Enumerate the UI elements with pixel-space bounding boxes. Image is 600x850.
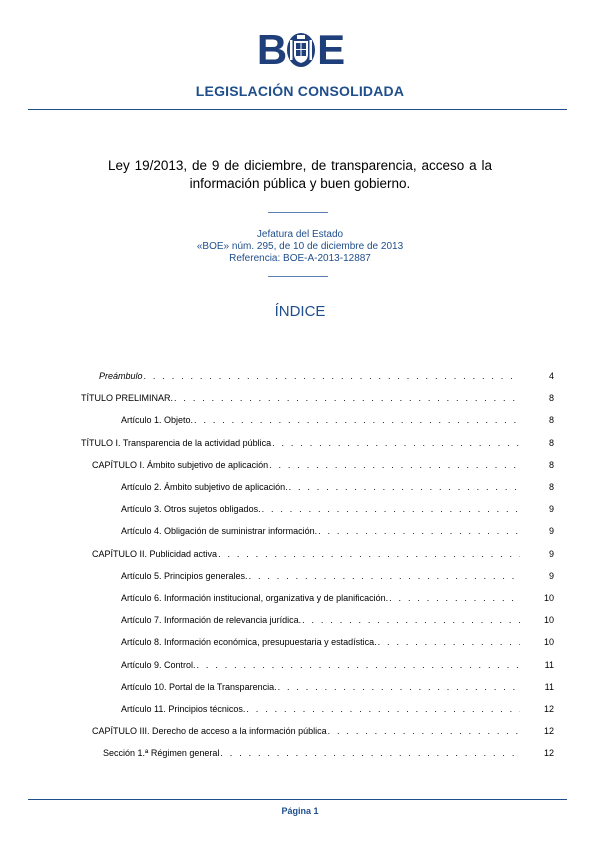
toc-entry[interactable]: [121, 702, 554, 716]
toc-leader-dots: [278, 680, 520, 694]
toc-entry-page: 4: [548, 371, 554, 381]
toc-entry[interactable]: [121, 524, 554, 538]
toc-entry-page: 8: [548, 415, 554, 426]
toc-entry[interactable]: [121, 569, 554, 583]
toc-entry-label: CAPÍTULO I. Ámbito subjetivo de aplicación: [92, 459, 269, 470]
toc-entry[interactable]: [103, 746, 554, 760]
issuer: Jefatura del Estado: [256, 229, 344, 240]
toc-leader-dots: [269, 458, 520, 472]
toc-entry-label: Artículo 11. Principios técnicos.: [121, 704, 246, 714]
toc-leader-dots: [197, 658, 520, 672]
reference: Referencia: BOE-A-2013-12887: [229, 253, 371, 264]
header-title: LEGISLACIÓN CONSOLIDADA: [195, 83, 405, 99]
toc-entry-page: 8: [548, 482, 554, 492]
toc-entry-label: Artículo 1. Objeto.: [121, 415, 194, 426]
divider-bottom: [268, 276, 328, 277]
toc-leader-dots: [289, 480, 520, 494]
toc-entry-page: 8: [548, 459, 554, 470]
toc-entry[interactable]: [121, 635, 554, 649]
logo-letter-e: E: [317, 26, 344, 73]
toc-entry-page: 9: [548, 526, 554, 537]
document-title: Ley 19/2013, de 9 de diciembre, de transparencia, acceso a la información pública y buen gobierno.: [108, 158, 492, 191]
toc-entry-label: Preámbulo: [99, 371, 143, 381]
boe-logo: [255, 26, 345, 73]
publication: «BOE» núm. 295, de 10 de diciembre de 2013: [196, 241, 404, 252]
toc-leader-dots: [302, 613, 520, 627]
toc-entry-page: 11: [544, 681, 554, 692]
toc-leader-dots: [194, 413, 520, 427]
toc-entry-label: Artículo 4. Obligación de suministrar información.: [121, 526, 318, 537]
toc-entry[interactable]: [121, 413, 554, 427]
toc-entry-page: 10: [543, 593, 554, 603]
toc-entry-page: 8: [548, 393, 554, 404]
toc-entry[interactable]: [81, 436, 554, 450]
toc-leader-dots: [272, 436, 520, 450]
toc-entry[interactable]: [92, 458, 554, 472]
toc-entry-label: Artículo 7. Información de relevancia jurídica.: [121, 615, 302, 626]
toc-entry[interactable]: [81, 391, 554, 405]
toc-entry-page: 11: [544, 659, 554, 670]
toc-entry-label: Artículo 10. Portal de la Transparencia.: [121, 681, 277, 692]
toc-leader-dots: [144, 369, 520, 383]
toc-leader-dots: [174, 391, 520, 405]
toc-entry[interactable]: [99, 369, 554, 383]
toc-entry-page: 12: [543, 704, 554, 714]
toc-entry-label: Sección 1.ª Régimen general: [103, 748, 220, 759]
source-block: [0, 229, 600, 265]
toc-entry-page: 9: [548, 548, 554, 559]
header-rule: [28, 109, 567, 110]
toc-entry-page: 10: [543, 615, 554, 626]
toc-entry-page: 12: [543, 748, 554, 759]
toc-entry[interactable]: [121, 591, 554, 605]
page-number: Página 1: [281, 806, 319, 816]
toc-entry-label: Artículo 8. Información económica, presupuestaria y estadística.: [121, 637, 377, 648]
toc-entry-page: 8: [548, 437, 554, 448]
toc-entry-page: 12: [543, 726, 554, 737]
toc-leader-dots: [262, 502, 520, 516]
toc-entry-label: Artículo 3. Otros sujetos obligados.: [121, 504, 261, 515]
toc-leader-dots: [378, 635, 520, 649]
coat-of-arms-icon: [286, 32, 316, 68]
index-title: ÍNDICE: [274, 303, 326, 320]
toc-leader-dots: [318, 524, 520, 538]
toc-entry-label: CAPÍTULO II. Publicidad activa: [92, 548, 218, 559]
toc-leader-dots: [246, 702, 520, 716]
toc-entry-page: 9: [548, 504, 554, 515]
toc-leader-dots: [328, 724, 520, 738]
toc-entry-label: TÍTULO I. Transparencia de la actividad pública: [81, 437, 272, 448]
divider-top: [268, 212, 328, 213]
logo-letter-b: B: [256, 26, 286, 73]
toc-entry[interactable]: [121, 480, 554, 494]
toc-leader-dots: [218, 547, 520, 561]
toc-entry-label: CAPÍTULO III. Derecho de acceso a la información pública: [92, 726, 327, 737]
toc-entry-page: 9: [548, 570, 554, 581]
toc-leader-dots: [249, 569, 520, 583]
toc-entry-label: Artículo 6. Información institucional, organizativa y de planificación.: [121, 593, 389, 603]
toc-entry[interactable]: [92, 724, 554, 738]
toc-entry[interactable]: [121, 658, 554, 672]
toc-entry[interactable]: [121, 502, 554, 516]
toc-entry-label: Artículo 9. Control.: [121, 659, 196, 670]
toc-leader-dots: [220, 746, 520, 760]
toc-entry[interactable]: [121, 613, 554, 627]
toc-entry-label: Artículo 2. Ámbito subjetivo de aplicación.: [121, 482, 288, 492]
footer-rule: [28, 799, 567, 800]
toc-entry-label: TÍTULO PRELIMINAR.: [81, 393, 174, 404]
toc-entry-label: Artículo 5. Principios generales.: [121, 570, 248, 581]
toc-leader-dots: [389, 591, 520, 605]
toc-entry-page: 10: [543, 637, 554, 648]
toc-entry[interactable]: [121, 680, 554, 694]
toc-entry[interactable]: [92, 547, 554, 561]
